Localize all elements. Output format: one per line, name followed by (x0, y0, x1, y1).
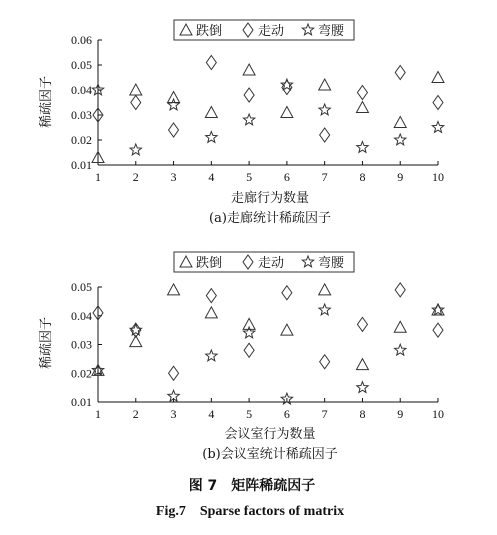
x-tick-label: 6 (283, 407, 290, 421)
point-triangle (394, 117, 406, 128)
x-tick-label: 2 (132, 407, 139, 421)
legend-label: 跌倒 (196, 256, 223, 271)
marks-b (92, 283, 444, 404)
y-tick-label: 0.05 (71, 280, 92, 294)
point-triangle (319, 284, 331, 295)
point-diamond (395, 283, 405, 297)
x-tick-label: 6 (283, 170, 290, 184)
y-tick-label: 0.03 (71, 108, 92, 122)
y-tick-label: 0.05 (71, 58, 92, 72)
x-tick-label: 5 (246, 407, 253, 421)
y-tick-label: 0.01 (71, 395, 92, 409)
x-tick-label: 2 (132, 170, 139, 184)
y-tick-label: 0.06 (71, 33, 92, 47)
figure-title-cn: 图 7 矩阵稀疏因子 (188, 478, 316, 494)
point-star (432, 122, 443, 133)
point-triangle (281, 324, 293, 335)
x-tick-label: 10 (432, 407, 444, 421)
chart-meeting-room (38, 252, 444, 462)
x-tick-label: 3 (170, 170, 177, 184)
point-star (319, 304, 330, 315)
y-tick-label: 0.03 (71, 337, 92, 352)
point-diamond (169, 123, 179, 137)
x-tick-label: 8 (359, 170, 366, 184)
y-axis-label-a: 稀疏因子 (39, 75, 54, 129)
point-triangle (168, 92, 180, 103)
x-tick-label: 7 (321, 407, 328, 421)
legend-label: 走动 (258, 24, 285, 39)
point-diamond (320, 355, 330, 369)
y-tick-label: 0.04 (71, 83, 92, 97)
x-axis-label-a: 走廊行为数量 (230, 191, 310, 206)
point-diamond (320, 128, 330, 142)
legend-b (180, 255, 345, 271)
point-star (130, 324, 141, 335)
point-triangle (205, 307, 217, 318)
figure-title-en: Fig.7 Sparse factors of matrix (155, 504, 345, 519)
legend-label: 走动 (258, 256, 285, 271)
x-tick-label: 8 (359, 407, 366, 421)
point-diamond (244, 343, 254, 357)
point-diamond (357, 86, 367, 100)
point-star (395, 344, 406, 355)
point-diamond (395, 66, 405, 80)
legend-label: 跌倒 (196, 24, 223, 39)
point-star (357, 382, 368, 393)
point-star (130, 144, 141, 155)
marks-a (92, 56, 444, 163)
point-diamond (206, 289, 216, 303)
x-tick-label: 3 (170, 407, 177, 421)
y-tick-label: 0.01 (71, 158, 92, 172)
x-tick-label: 10 (432, 170, 444, 184)
point-triangle (356, 102, 368, 113)
point-triangle (243, 64, 255, 75)
x-axis-label-b: 会议室行为数量 (224, 427, 316, 442)
x-tick-label: 1 (95, 170, 101, 184)
caption-b: (b)会议室统计稀疏因子 (202, 447, 338, 462)
legend-label: 弯腰 (318, 24, 345, 39)
point-star (206, 132, 217, 143)
point-star (243, 327, 254, 338)
x-tick-label: 7 (321, 170, 328, 184)
legend-a (180, 23, 345, 39)
point-triangle (432, 72, 444, 83)
y-tick-label: 0.02 (71, 366, 92, 381)
y-axis-label-b: 稀疏因子 (39, 316, 54, 370)
x-tick-label: 9 (397, 407, 404, 421)
point-diamond (131, 96, 141, 110)
x-tick-label: 1 (95, 407, 101, 421)
chart-corridor (38, 20, 444, 226)
point-star (243, 114, 254, 125)
point-triangle (394, 321, 406, 332)
point-triangle (281, 107, 293, 118)
point-star (319, 104, 330, 115)
x-tick-label: 9 (397, 170, 404, 184)
y-tick-label: 0.02 (71, 133, 92, 147)
axes-b (71, 280, 444, 421)
point-diamond (244, 88, 254, 102)
point-triangle (168, 284, 180, 295)
point-triangle (205, 107, 217, 118)
point-star (168, 99, 179, 110)
point-star (357, 142, 368, 153)
point-diamond (206, 56, 216, 70)
caption-a: (a)走廊统计稀疏因子 (209, 211, 331, 226)
point-triangle (356, 359, 368, 370)
point-star (395, 134, 406, 145)
point-diamond (282, 286, 292, 300)
legend-label: 弯腰 (318, 256, 345, 271)
point-triangle (130, 84, 142, 95)
point-diamond (357, 317, 367, 331)
point-diamond (169, 366, 179, 380)
point-triangle (319, 79, 331, 90)
x-tick-label: 5 (246, 170, 253, 184)
point-star (206, 350, 217, 361)
x-tick-label: 4 (208, 407, 215, 421)
y-tick-label: 0.04 (71, 308, 92, 323)
x-tick-label: 4 (208, 170, 215, 184)
axes-a (71, 33, 444, 184)
point-star (432, 304, 443, 315)
point-diamond (433, 96, 443, 110)
point-diamond (433, 323, 443, 337)
